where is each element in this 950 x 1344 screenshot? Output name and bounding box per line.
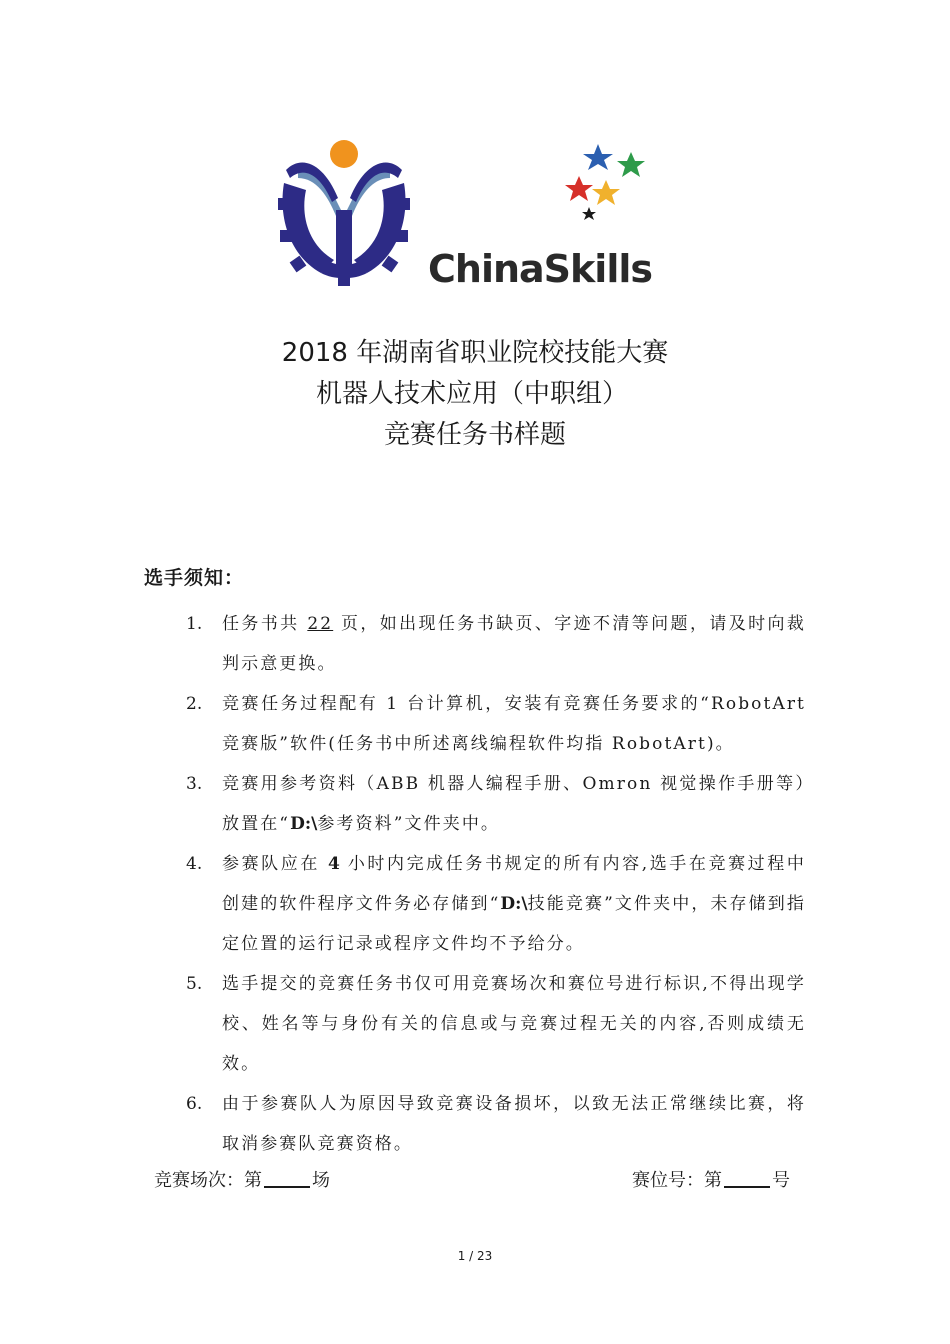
notice-item-text: 竞赛任务过程配有 1 台计算机，安装有竞赛任务要求的“RobotArt 竞赛版”软件(任务书中所述离线编程软件均指 RobotArt)。	[222, 694, 806, 754]
drive-path: D:\	[290, 814, 318, 834]
notice-item	[186, 604, 806, 684]
title-line-2: 机器人技术应用（中职组）	[315, 379, 628, 409]
notice-item-text: 竞赛用参考资料（ABB 机器人编程手册、Omron 视觉操作手册等）放置在“	[222, 774, 806, 834]
notice-item-number: 2.	[186, 694, 203, 714]
notice-item	[186, 964, 806, 1084]
chinaskills-logo	[276, 138, 656, 298]
notice-item-text: 任务书共	[222, 614, 300, 634]
notice-item-text: 由于参赛队人为原因导致竞赛设备损坏，以致无法正常继续比赛，将取消参赛队竞赛资格。	[222, 1094, 806, 1154]
notice-item	[186, 684, 806, 764]
notice-item-number: 5.	[186, 974, 203, 994]
notice-item-text: 页，如出现任务书缺页、字迹不清等问题，请及时向裁判示意更换。	[222, 614, 806, 674]
chinaskills-wordmark: ChinaSkills	[428, 247, 652, 291]
notice-heading: 选手须知：	[144, 567, 245, 589]
notice-list	[186, 604, 806, 1164]
title-line-3: 竞赛任务书样题	[383, 420, 566, 450]
emblem-head-icon	[330, 140, 358, 168]
seat-blank[interactable]	[724, 1170, 770, 1188]
notice-item-number: 1.	[186, 614, 203, 634]
seat-label: 赛位号：第	[632, 1170, 722, 1191]
notice-item	[186, 764, 806, 844]
session-blank[interactable]	[264, 1170, 310, 1188]
title-line-1: 2018 年湖南省职业院校技能大赛	[281, 338, 669, 368]
notice-item-text: 参赛队应在	[222, 854, 320, 874]
gear-person-emblem-icon	[276, 138, 656, 298]
session-label: 竞赛场次：第	[154, 1170, 262, 1191]
page-number: 1 / 23	[457, 1249, 493, 1263]
hours-value: 4	[327, 854, 340, 874]
notice-item-number: 6.	[186, 1094, 203, 1114]
notice-item	[186, 1084, 806, 1164]
seat-field	[632, 1166, 790, 1192]
notice-item-text: 技能竞赛”文件夹中，未存储到指定位置的运行记录或程序文件均不予给分。	[222, 894, 806, 954]
page-count: 22	[307, 614, 334, 634]
notice-item-number: 3.	[186, 774, 203, 794]
notice-item-number: 4.	[186, 854, 203, 874]
notice-item-text: 小时内完成任务书规定的所有内容,选手在竞赛过程中创建的软件程序文件务必存储到“	[222, 854, 806, 914]
notice-item-text: 参考资料”文件夹中。	[317, 814, 501, 834]
session-suffix: 场	[312, 1170, 330, 1191]
drive-path: D:\	[500, 894, 528, 914]
session-field	[154, 1166, 330, 1192]
notice-item-text: 选手提交的竞赛任务书仅可用竞赛场次和赛位号进行标识,不得出现学校、姓名等与身份有关的信息或与竞赛过程无关的内容,否则成绩无效。	[222, 974, 806, 1074]
notice-item	[186, 844, 806, 964]
seat-suffix: 号	[772, 1170, 790, 1191]
stars-icon	[565, 144, 645, 220]
